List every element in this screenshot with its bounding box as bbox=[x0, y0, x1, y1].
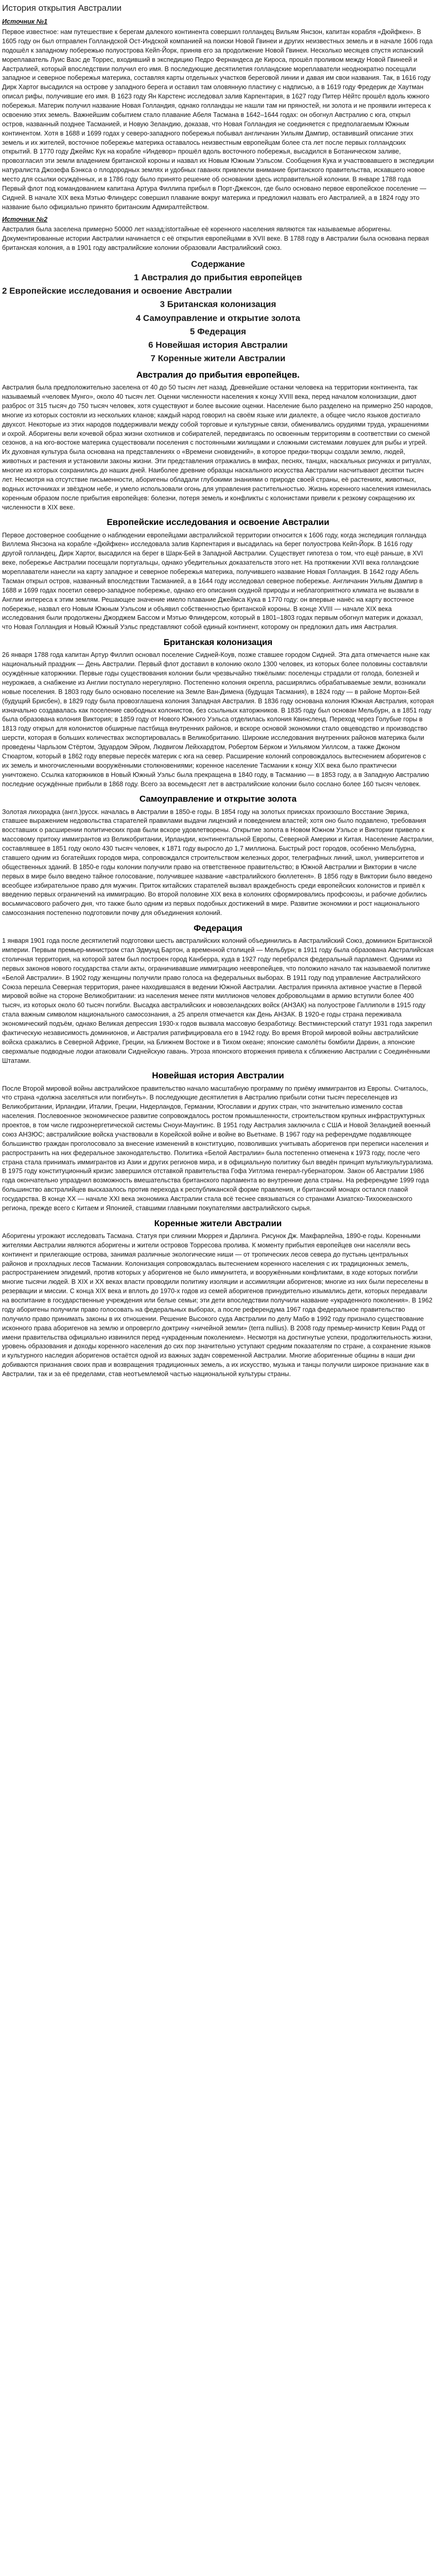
section-heading-exploration: Европейские исследования и освоение Австралии bbox=[107, 517, 329, 528]
contents-item-4[interactable]: 4 Самоуправление и открытие золота bbox=[135, 313, 301, 323]
section-text-colonization: 26 января 1788 года капитан Артур Филлип основал поселение Сидней-Коув, позже ставшее городом Сидней. Эта дата отмечается ныне как национальный праздник — День Австралии. Первый флот доставил в колонию около 1300 человек, из которых более половины составляли осуждённые каторжники. Первые годы существования колонии были чрезвычайно тяжёлыми: поселенцы страдали от голода, болезней и неурожаев, а снабжение из Англии поступало нерегулярно. Постепенно колония окрепла, расширялись обрабатываемые земли, возникали новые поселения. В 1803 году было основано поселение на Земле Ван-Димена (будущая Тасмания), в 1824 году — в районе Мортон-Бей (будущий Брисбен), в 1829 году была провозглашена колония Западная Австралия. В 1836 году основана колония Южная Австралия, которая изначально создавалась как поселение свободных колонистов, без ссыльных каторжников. В 1835 году был основан Мельбурн, а в 1851 году была образована колония Виктория; в 1859 году от Нового Южного Уэльса отделилась колония Квинсленд. Переход через Голубые горы в 1813 году открыл для колонистов обширные пастбища внутренних районов, и вскоре основой экономики стало овцеводство и производство шерсти, которая в больших количествах экспортировалась в Великобританию. Широкие исследования внутренних районов материка были проведены Чарльзом Стёртом, Эдуардом Эйром, Людвигом Лейххардтом, Робертом Бёрком и Уильямом Уиллсом, а также Джоном Стюартом, который в 1862 году впервые пересёк материк с юга на север. Расширение колоний сопровождалось вытеснением аборигенов с их земель и многочисленными вооружёнными столкновениями; коренное население Тасмании к концу XIX века было практически уничтожено. Ссылка каторжников в Новый Южный Уэльс была прекращена в 1840 году, в Тасманию — в 1853 году, а в Западную Австралию последние осуждённые прибыли в 1868 году. Всего за восемьдесят лет в австралийские колонии было сослано более 160 тысяч человек. bbox=[2, 651, 434, 788]
section-heading-colonization: Британская колонизация bbox=[163, 637, 273, 648]
source-2-label: Источник №2 bbox=[2, 215, 48, 223]
contents-item-3[interactable]: 3 Британская колонизация bbox=[160, 299, 276, 310]
section-heading-indigenous: Коренные жители Австралии bbox=[154, 1218, 282, 1228]
contents-item-5[interactable]: 5 Федерация bbox=[189, 326, 247, 336]
contents-item-1[interactable]: 1 Австралия до прибытия европейцев bbox=[134, 273, 302, 283]
section-heading-federation: Федерация bbox=[194, 923, 242, 933]
contents-item-7[interactable]: 7 Коренные жители Австралии bbox=[150, 353, 286, 363]
section-text-federation: 1 января 1901 года после десятилетий подготовки шесть австралийских колоний объединились в Австралийский Союз, доминион Британской империи. Первым премьер-министром стал Эдмунд Бартон, а временной столицей — Мельбурн; в 1911 году была образована Австралийская столичная территория, на которой затем был построен город Канберра, куда в 1927 году перебрался федеральный парламент. Одними из первых законов нового государства стали акты, ограничивавшие иммиграцию неевропейцев, что положило начало так называемой политике «Белой Австралии». В 1902 году женщины получили право голоса на федеральных выборах. В 1911 году под управление Австралийского Союза перешла Северная территория, ранее находившаяся в ведении Южной Австралии. Австралия приняла активное участие в Первой мировой войне на стороне Великобритании: из населения менее пяти миллионов человек добровольцами в армию вступили более 400 тысяч, из которых около 60 тысяч погибли. Высадка австралийских и новозеландских войск (АНЗАК) на полуострове Галлиполи в 1915 году стала важным символом национального самосознания, а 25 апреля отмечается как День АНЗАК. В 1920-е годы страна переживала экономический подъём, однако Великая депрессия 1930-х годов вызвала массовую безработицу. Вестминстерский статут 1931 года закрепил фактическую независимость доминионов, и Австралия ратифицировала его в 1942 году. Во время Второй мировой войны австралийские войска сражались в Северной Африке, Греции, на Ближнем Востоке и в Тихом океане; японские самолёты бомбили Дарвин, а японские сверхмалые подводные лодки атаковали Сиднейскую гавань. Угроза японского вторжения привела к сближению Австралии с Соединёнными Штатами. bbox=[2, 937, 434, 1064]
contents-item-2[interactable]: 2 Европейские исследования и освоение Австралии bbox=[2, 286, 232, 296]
section-text-indigenous: Аборигены угрожают исследовать Тасмана. Статуя при слиянии Мюррея и Дарлинга. Рисунок Дж. Макфарлейна, 1890-е годы. Коренными жителями Австралии являются аборигены и жители островов Торресова пролива. К моменту прибытия европейцев они населяли весь континент и прилегающие острова, занимая различные экологические ниши — от тропических лесов севера до пустынь центральных районов и прохладных лесов Тасмании. Колонизация сопровождалась вытеснением коренного населения с их традиционных земель, распространением эпидемий, против которых у аборигенов не было иммунитета, и вооружёнными конфликтами, в ходе которых погибли многие тысячи людей. В XIX и XX веках власти проводили политику изоляции и ассимиляции аборигенов; многие из них были переселены в резервации и миссии. С конца XIX века и вплоть до 1970-х годов из семей аборигенов принудительно изымались дети, которых передавали на воспитание в государственные учреждения или белые семьи; эти дети впоследствии получили название «украденного поколения». В 1962 году аборигены получили право голосовать на федеральных выборах, а после референдума 1967 года федеральное правительство получило право принимать законы в их отношении. Решение Высокого суда Австралии по делу Мабо в 1992 году признало существование исконного права аборигенов на землю и опровергло доктрину «ничейной земли» (terra nullius). В 2008 году премьер-министр Кевин Радд от имени правительства официально извинился перед «украденным поколением». Несмотря на достигнутые успехи, продолжительность жизни, уровень образования и доходы коренного населения до сих пор значительно уступают средним показателям по стране, а сохранение языков и культурного наследия аборигенов остаётся одной из важных задач современной Австралии. Многие аборигенные общины в наши дни добиваются признания своих прав и возвращения традиционных земель, а их искусство, музыка и танцы получили широкое признание как в Австралии, так и за её пределами, став неотъемлемой частью национальной культуры страны. bbox=[2, 1232, 432, 1378]
section-text-exploration: Первое достоверное сообщение о наблюдении европейцами австралийской территории относится к 1606 году, когда экспедиция голландца Виллема Янсзона на корабле «Дюйфкен» исследовала залив Карпентария и высадилась на берег полуострова Кейп-Йорк. В 1616 году другой голландец, Дирк Хартог, высадился на берег в Шарк-Бей в Западной Австралии. Существует гипотеза о том, что ещё раньше, в XVI веке, побережье Австралии посещали португальцы, однако убедительных доказательств этого нет. На протяжении XVII века голландские мореплаватели нанесли на карту западное и северное побережья материка, получившего название Новая Голландия. В 1642 году Абель Тасман открыл остров, названный впоследствии Тасманией, а в 1644 году исследовал северное побережье. Англичанин Уильям Дампир в 1688 и 1699 годах посетил северо-западное побережье, однако его описания скудной природы и неблагоприятного климата не вызвали в Англии интереса к этим землям. Решающее значение имело плавание Джеймса Кука в 1770 году: он впервые нанёс на карту восточное побережье, назвал его Новым Южным Уэльсом и объявил собственностью британской короны. В конце XVIII — начале XIX века исследования были продолжены Джорджем Бассом и Мэтью Флиндерсом, который в 1801–1803 годах первым обогнул материк и доказал, что Новая Голландия и Новый Южный Уэльс представляют собой единый континент, которому он предложил дать имя Австралия. bbox=[2, 531, 427, 631]
page-title: История открытия Австралии bbox=[2, 3, 122, 13]
section-text-self-government: Золотая лихорадка (англ.)русск. началась в Австралии в 1850-е годы. В 1854 году на золотых приисках произошло Восстание Эврика, ставшее выражением недовольства старателей правилами выдачи лицензий и поведением властей; хотя оно было подавлено, требования восставших о расширении политических прав были вскоре удовлетворены. Открытие золота в Новом Южном Уэльсе и Виктории привело к массовому притоку иммигрантов из Великобритании, Ирландии, континентальной Европы, Северной Америки и Китая. Население Австралии, составлявшее в 1851 году около 430 тысяч человек, к 1871 году выросло до 1,7 миллиона. Быстрый рост городов, особенно Мельбурна, ставшего одним из богатейших городов мира, сопровождался строительством железных дорог, телеграфных линий, школ, университетов и общественных зданий. В 1850-е годы колонии получили право на ответственное правительство; в Южной Австралии и Виктории в числе первых в мире было введено тайное голосование, получившее название «австралийского бюллетеня». В 1856 году в Виктории было введено всеобщее избирательное право для мужчин. Приток китайских старателей вызвал враждебность среди европейских колонистов и привёл к введению первых ограничений на иммиграцию. Во второй половине XIX века в колониях сформировались профсоюзы, и рабочие добились восьмичасового рабочего дня, что также было одним из первых подобных достижений в мире. Развитие экономики и рост национального самосознания постепенно подготовили почву для объединения колоний. bbox=[2, 808, 434, 917]
contents-title: Содержание bbox=[191, 259, 245, 269]
section-heading-modern-history: Новейшая история Австралии bbox=[152, 1071, 284, 1081]
section-heading-pre-european: Австралия до прибытия европейцев. bbox=[136, 370, 300, 380]
section-heading-self-government: Самоуправление и открытие золота bbox=[139, 794, 297, 804]
section-text-modern-history: После Второй мировой войны австралийское правительство начало масштабную программу по приёму иммигрантов из Европы. Считалось, что страна «должна заселяться или погибнуть». В последующие десятилетия в Австралию прибыли сотни тысяч переселенцев из Великобритании, Ирландии, Италии, Греции, Нидерландов, Германии, Югославии и других стран, что значительно изменило состав населения. Послевоенное экономическое развитие сопровождалось ростом промышленности, строительством крупных инфраструктурных проектов, в том числе гидроэнергетической системы Сноуи-Маунтинс. В 1951 году Австралия заключила с США и Новой Зеландией военный союз АНЗЮС; австралийские войска участвовали в Корейской войне и войне во Вьетнаме. В 1967 году на референдуме подавляющее большинство граждан проголосовало за внесение изменений в конституцию, позволивших учитывать аборигенов при переписи населения и распространить на них федеральное законодательство. Политика «Белой Австралии» была постепенно отменена к 1973 году, после чего страна стала принимать иммигрантов из Азии и других регионов мира, и в официальную политику был введён принцип мультикультурализма. В 1975 году конституционный кризис завершился отставкой правительства Гофа Уитлэма генерал-губернатором. Закон об Австралии 1986 года окончательно упразднил возможность вмешательства британского парламента во внутренние дела страны. На референдуме 1999 года большинство австралийцев высказалось против перехода к республиканской форме правления, и британский монарх остался главой государства. В конце XX — начале XXI века экономика Австралии стала всё теснее связываться со странами Азиатско-Тихоокеанского региона, прежде всего с Китаем и Японией, ставшими главными покупателями австралийского сырья. bbox=[2, 1084, 433, 1212]
source-1-label: Источник №1 bbox=[2, 18, 48, 26]
source-2-text: Австралия была заселена примерно 50000 лет назад;istorтайные её коренного населения являются так называемые аборигены. Документированные истории Австралии начинается с её открытия европейцами в XVII веке. В 1788 году в Австралии была основана первая британская колония, а в 1901 году австралийские колонии образовали Австралийский союз. bbox=[2, 226, 429, 252]
contents-item-6[interactable]: 6 Новейшая история Австралии bbox=[148, 340, 288, 350]
source-1-text: Первое известное: нам путешествие к берегам далекого континента совершил голландец Вильям Янсзон, капитан корабля «Дюйфкен». В 1605 году он был отправлен Голландской Ост-Индской компанией на поиски Новой Гвинеи и других неизвестных земель и в начале 1606 года подошёл к западному побережью полуострова Кейп-Йорк, приняв его за продолжение Новой Гвинеи. Несколько месяцев спустя испанский мореплаватель Луис Ваэс де Торрес, входивший в экспедицию Педро Фернандеса де Кироса, прошёл проливом между Новой Гвинеей и Австралией, который впоследствии получил его имя. В последующие десятилетия голландские мореплаватели неоднократно посещали западное и северное побережья материка, составляя карты отдельных участков береговой линии и давая им свои названия. Так, в 1616 году Дирк Хартог высадился на острове у западного берега и оставил там оловянную пластину с надписью, а в 1619 году Фредерик де Хаутман описал рифы, получившие его имя. В 1623 году Ян Карстенс исследовал залив Карпентария, в 1627 году Питер Нёйтс прошёл вдоль южного побережья. Материк получил название Новая Голландия, однако голландцы не нашли там ни пряностей, ни золота и не проявили интереса к освоению этих земель. Важнейшим событием стало плавание Абеля Тасмана в 1642–1644 годах: он обогнул Австралию с юга, открыл остров, названный позднее Тасманией, и Новую Зеландию, доказав, что Новая Голландия не соединяется с предполагаемым Южным континентом. Хотя в 1688 и 1699 годах у северо-западного побережья побывал англичанин Уильям Дампир, оставивший описание этих земель и их жителей, восточное побережье материка оставалось неизвестным европейцам более ста лет после первых голландских открытий. В 1770 году Джеймс Кук на корабле «Индевор» прошёл вдоль восточного побережья, высадился в Ботаническом заливе, провозгласил эти земли владением британской короны и назвал их Новым Южным Уэльсом. Сообщения Кука и участвовавшего в экспедиции натуралиста Джозефа Бэнкса о плодородных землях и удобных гаванях привлекли внимание британского правительства, искавшего новое место для ссылки осуждённых, и в 1786 году было принято решение об основании здесь исправительной колонии. В январе 1788 года Первый флот под командованием капитана Артура Филлипа прибыл в Порт-Джексон, где было основано первое европейское поселение — Сидней. В начале XIX века Мэтью Флиндерс совершил плавание вокруг материка и предложил назвать его Австралией, а в 1824 году это название было официально принято британским Адмиралтейством. bbox=[2, 28, 434, 211]
section-text-pre-european: Австралия была предположительно заселена от 40 до 50 тысяч лет назад. Древнейшие останки человека на территории континента, так называемый «человек Мунго», около 40 тысяч лет. Оценки численности населения к концу XVIII века, перед началом колонизации, дают разброс от 315 тысяч до 750 тысяч человек, хотя существуют и более высокие оценки. Население было разделено на примерно 250 народов, многие из которых состояли из нескольких кланов; каждый народ говорил на своём языке или диалекте, а общее число языков достигало двухсот. Некоторые из этих народов поддерживали между собой торговые и культурные связи, обменивались орудиями труда, украшениями и охрой. Аборигены вели кочевой образ жизни охотников и собирателей, передвигаясь по освоенным территориям в соответствии со сменой сезонов, а на юго-востоке материка существовали поселения с постоянными жилищами и сложными системами ловушек для рыбы и угрей. Их духовная культура была основана на представлениях о «Времени сновидений», в которое предки-творцы создали землю, людей, животных и растения и установили законы жизни. Эти представления отражались в мифах, песнях, танцах, наскальных рисунках и ритуалах, многие из которых сохранились до наших дней. Наиболее древние образцы наскального искусства Австралии насчитывают десятки тысяч лет. Несмотря на отсутствие письменности, аборигены обладали глубокими знаниями о природе своей страны, её растениях, животных, водных источниках и звёздном небе, и умело использовали огонь для управления растительностью. Жизнь коренного населения изменилась коренным образом после прибытия европейцев: болезни, потеря земель и конфликты с колонистами привели к резкому сокращению их численности в XIX веке. bbox=[2, 384, 433, 511]
